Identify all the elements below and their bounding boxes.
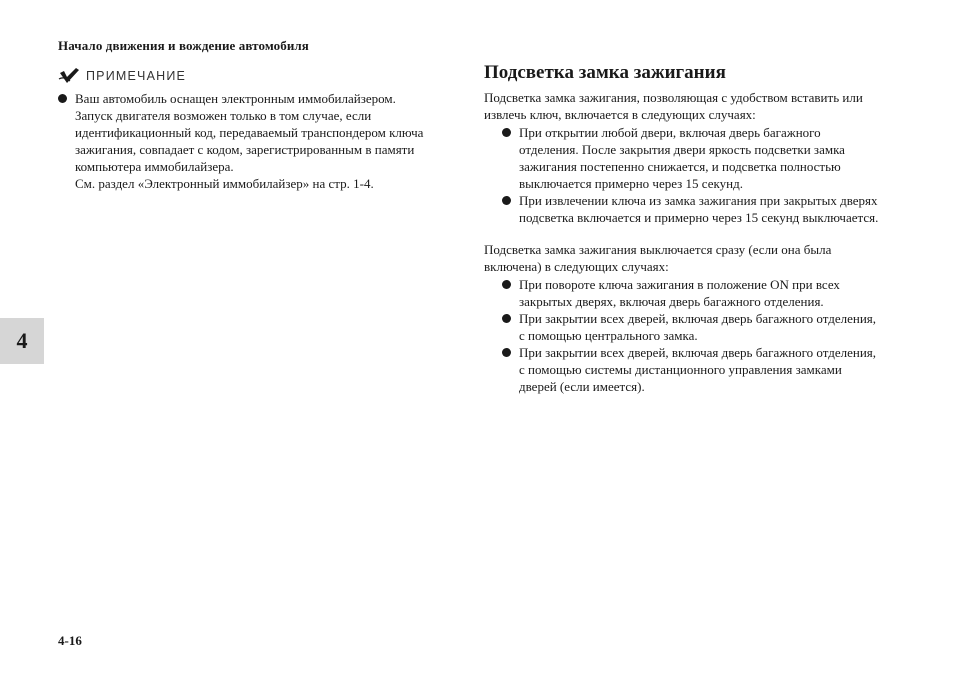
note-line: Запуск двигателя возможен только в том случае, если	[75, 108, 372, 123]
item-line: При закрытии всех дверей, включая дверь багажного отделения,	[519, 345, 877, 360]
item-line: При закрытии всех дверей, включая дверь багажного отделения,	[519, 311, 877, 326]
intro-line: извлечь ключ, включается в следующих случаях:	[484, 107, 756, 122]
bullet-icon	[502, 196, 511, 205]
off-intro-paragraph	[484, 241, 894, 275]
list-item	[502, 310, 894, 344]
section-ignition-light	[484, 61, 894, 395]
note-title: ПРИМЕЧАНИЕ	[86, 69, 187, 83]
note-check-icon	[58, 67, 80, 85]
bullet-icon	[58, 94, 67, 103]
on-conditions-list	[502, 124, 894, 226]
chapter-number: 4	[16, 328, 28, 353]
intro-line: включена) в следующих случаях:	[484, 259, 669, 274]
list-item-text	[519, 344, 876, 395]
note-block	[58, 66, 458, 192]
note-item	[58, 90, 458, 192]
list-item-text	[519, 276, 840, 310]
item-line: отделения. После закрытия двери яркость подсветки замка	[519, 142, 845, 157]
paragraph-gap	[484, 226, 894, 241]
bullet-icon	[502, 280, 511, 289]
bullet-icon	[502, 314, 511, 323]
intro-paragraph	[484, 89, 894, 123]
note-line: идентификационный код, передаваемый транспондером ключа	[75, 125, 424, 140]
list-item-text	[519, 192, 878, 226]
note-line: Ваш автомобиль оснащен электронным иммобилайзером.	[75, 91, 396, 106]
intro-line: Подсветка замка зажигания выключается сразу (если она была	[484, 242, 832, 257]
item-line: закрытых дверях, включая дверь багажного отделения.	[519, 294, 824, 309]
list-item	[502, 124, 894, 192]
intro-line: Подсветка замка зажигания, позволяющая с удобством вставить или	[484, 90, 863, 105]
list-item	[502, 192, 894, 226]
note-line: зажигания, совпадает с кодом, зарегистрированным в памяти	[75, 142, 415, 157]
page-number: 4-16	[58, 633, 82, 648]
note-line: См. раздел «Электронный иммобилайзер» на стр. 1-4.	[75, 176, 374, 191]
item-line: При извлечении ключа из замка зажигания при закрытых дверях	[519, 193, 878, 208]
item-line: подсветка включается и примерно через 15 секунд выключается.	[519, 210, 879, 225]
chapter-tab	[0, 318, 44, 364]
item-line: При открытии любой двери, включая дверь багажного	[519, 125, 821, 140]
list-item-text	[519, 124, 845, 192]
bullet-icon	[502, 348, 511, 357]
list-item-text	[519, 310, 876, 344]
bullet-icon	[502, 128, 511, 137]
note-text	[75, 90, 423, 192]
item-line: При повороте ключа зажигания в положение ON при всех	[519, 277, 840, 292]
off-conditions-list	[502, 276, 894, 395]
item-line: дверей (если имеется).	[519, 379, 645, 394]
section-title: Подсветка замка зажигания	[484, 62, 726, 83]
note-header	[58, 66, 458, 86]
running-head: Начало движения и вождение автомобиля	[58, 38, 309, 53]
item-line: зажигания постепенно снижается, и подсветка полностью	[519, 159, 841, 174]
item-line: с помощью системы дистанционного управления замками	[519, 362, 842, 377]
item-line: выключается примерно через 15 секунд.	[519, 176, 743, 191]
item-line: с помощью центрального замка.	[519, 328, 698, 343]
list-item	[502, 344, 894, 395]
list-item	[502, 276, 894, 310]
note-line: компьютера иммобилайзера.	[75, 159, 234, 174]
